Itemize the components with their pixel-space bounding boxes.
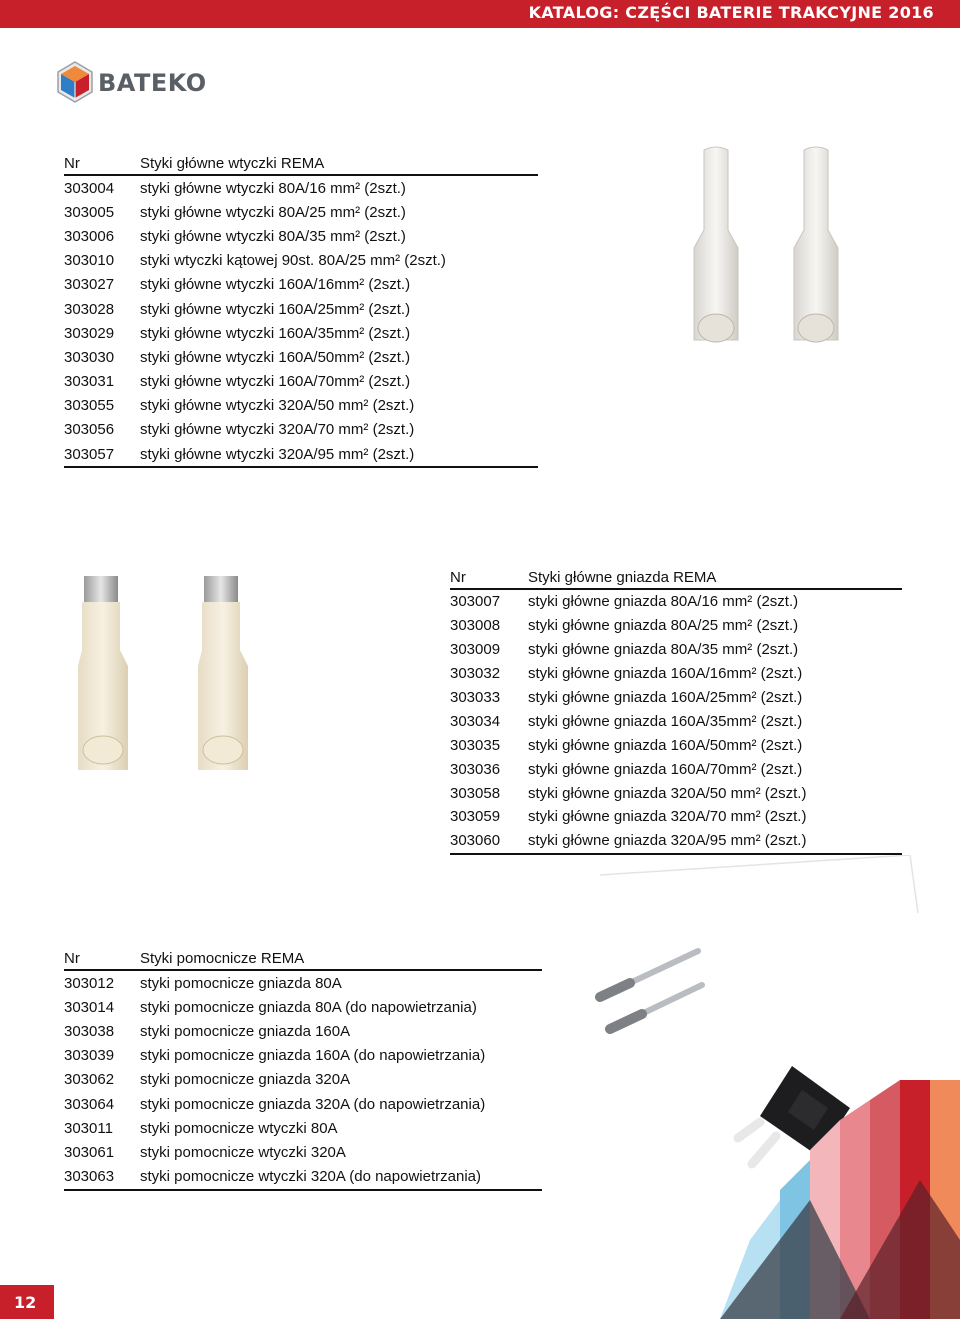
table-header-row	[64, 945, 542, 970]
table-row	[450, 709, 902, 733]
col-name-header: Styki pomocnicze REMA	[140, 945, 542, 970]
part-description: styki pomocnicze gniazda 80A (do napowietrzania)	[140, 998, 477, 1016]
part-description: styki pomocnicze gniazda 160A	[140, 1022, 351, 1040]
table-row	[450, 614, 902, 638]
part-number: 303058	[450, 784, 501, 802]
part-description: styki główne wtyczki 160A/50mm² (2szt.)	[140, 348, 411, 366]
col-name-header: Styki główne gniazda REMA	[528, 564, 902, 589]
part-number: 303010	[64, 252, 115, 270]
part-description: styki pomocnicze wtyczki 320A	[140, 1143, 346, 1161]
part-number: 303027	[64, 276, 115, 294]
main-socket-contacts-table	[450, 564, 902, 855]
part-description: styki wtyczki kątowej 90st. 80A/25 mm² (2szt.)	[140, 252, 446, 270]
table-row	[450, 662, 902, 686]
part-description: styki pomocnicze wtyczki 80A	[140, 1119, 338, 1137]
main-plug-contacts-image	[680, 140, 900, 360]
table-row	[64, 442, 538, 467]
part-number: 303033	[450, 689, 501, 706]
table-row	[64, 1140, 542, 1164]
part-number: 303032	[450, 665, 501, 683]
part-number: 303036	[450, 760, 501, 778]
part-description: styki pomocnicze gniazda 80A	[140, 974, 342, 992]
part-number: 303035	[450, 736, 501, 754]
part-description: styki główne gniazda 160A/35mm² (2szt.)	[528, 712, 803, 730]
table-row	[64, 995, 542, 1019]
table-row	[64, 345, 538, 369]
part-number: 303060	[450, 829, 528, 854]
part-description: styki pomocnicze gniazda 160A (do napowietrzania)	[140, 1047, 486, 1065]
part-description: styki główne gniazda 160A/25mm² (2szt.)	[528, 689, 803, 706]
part-number: 303012	[64, 974, 115, 992]
part-number: 303030	[64, 348, 115, 366]
page-number: 12	[14, 1293, 37, 1312]
part-description: styki główne gniazda 320A/70 mm² (2szt.)	[528, 808, 807, 826]
decorative-frame	[600, 855, 920, 915]
part-number: 303011	[64, 1119, 113, 1137]
decorative-stripes	[720, 1080, 960, 1319]
table-row	[64, 370, 538, 394]
part-number: 303028	[64, 300, 115, 318]
catalog-title: KATALOG: CZĘŚCI BATERIE TRAKCYJNE 2016	[528, 3, 934, 22]
part-number: 303029	[64, 324, 115, 342]
part-number: 303007	[450, 593, 501, 611]
part-description: styki główne wtyczki 80A/25 mm² (2szt.)	[140, 203, 406, 221]
part-description: styki główne wtyczki 80A/35 mm² (2szt.)	[140, 227, 406, 245]
col-nr-header: Nr	[64, 945, 140, 970]
table-row	[450, 757, 902, 781]
part-number: 303056	[64, 421, 115, 439]
part-description: styki główne wtyczki 160A/16mm² (2szt.)	[140, 276, 411, 294]
table-row	[450, 781, 902, 805]
part-description: styki główne wtyczki 320A/70 mm² (2szt.)	[140, 421, 415, 439]
part-number: 303055	[64, 397, 115, 415]
part-number: 303031	[64, 373, 115, 391]
part-description: styki główne wtyczki 160A/35mm² (2szt.)	[140, 324, 411, 342]
part-description: styki pomocnicze wtyczki 320A (do napowietrzania)	[140, 1165, 542, 1190]
part-description: styki pomocnicze gniazda 320A (do napowietrzania)	[140, 1095, 486, 1113]
main-plug-contacts-table	[64, 150, 538, 468]
table-row	[64, 1019, 542, 1043]
auxiliary-contacts-table	[64, 945, 542, 1191]
table-row	[64, 1116, 542, 1140]
table-row	[64, 249, 538, 273]
part-description: styki główne gniazda 80A/35 mm² (2szt.)	[528, 641, 799, 659]
table-row	[64, 224, 538, 248]
table-row	[64, 273, 538, 297]
part-description: styki główne gniazda 320A/95 mm² (2szt.)	[528, 829, 902, 854]
part-description: styki główne gniazda 80A/25 mm² (2szt.)	[528, 617, 799, 635]
part-number: 303006	[64, 227, 115, 245]
part-number: 303039	[64, 1047, 115, 1065]
table-row	[64, 1092, 542, 1116]
header-bar	[0, 0, 960, 28]
part-number: 303004	[64, 179, 115, 197]
part-description: styki główne gniazda 160A/50mm² (2szt.)	[528, 736, 803, 754]
part-number: 303062	[64, 1071, 115, 1089]
table-row	[450, 638, 902, 662]
auxiliary-pins-image	[590, 945, 710, 1035]
table-row	[450, 733, 902, 757]
part-description: styki główne wtyczki 80A/16 mm² (2szt.)	[140, 179, 406, 197]
part-description: styki główne gniazda 320A/50 mm² (2szt.)	[528, 784, 807, 802]
table-row	[450, 686, 902, 710]
logo-cube-icon	[56, 60, 94, 104]
part-description: styki główne gniazda 80A/16 mm² (2szt.)	[528, 593, 799, 611]
part-number: 303008	[450, 617, 501, 635]
part-description: styki pomocnicze gniazda 320A	[140, 1071, 351, 1089]
table-row	[64, 1044, 542, 1068]
table-header-row	[64, 150, 538, 175]
table-row	[64, 1165, 542, 1190]
part-number: 303014	[64, 998, 115, 1016]
page-number-badge	[0, 1285, 54, 1319]
table-row	[64, 970, 542, 995]
part-description: styki główne wtyczki 320A/95 mm² (2szt.)	[140, 442, 538, 467]
part-description: styki główne wtyczki 160A/25mm² (2szt.)	[140, 300, 411, 318]
table-row	[64, 394, 538, 418]
part-number: 303038	[64, 1022, 115, 1040]
part-number: 303059	[450, 808, 501, 826]
part-number: 303005	[64, 203, 115, 221]
main-socket-contacts-image	[76, 570, 276, 780]
part-number: 303064	[64, 1095, 115, 1113]
col-nr-header: Nr	[450, 564, 528, 589]
table-row	[64, 418, 538, 442]
part-number: 303034	[450, 712, 501, 730]
table-row	[64, 200, 538, 224]
part-number: 303061	[64, 1143, 115, 1161]
part-number: 303057	[64, 442, 140, 467]
table-row	[64, 175, 538, 200]
part-description: styki główne wtyczki 320A/50 mm² (2szt.)	[140, 397, 415, 415]
table-row	[450, 805, 902, 829]
table-row	[450, 829, 902, 854]
part-description: styki główne gniazda 160A/16mm² (2szt.)	[528, 665, 803, 683]
part-number: 303063	[64, 1165, 140, 1190]
part-number: 303009	[450, 641, 501, 659]
table-row	[64, 1068, 542, 1092]
table-row	[450, 589, 902, 614]
table-header-row	[450, 564, 902, 589]
col-nr-header: Nr	[64, 150, 140, 175]
part-description: styki główne gniazda 160A/70mm² (2szt.)	[528, 760, 803, 778]
brand-name: BATEKO	[98, 69, 207, 97]
col-name-header: Styki główne wtyczki REMA	[140, 150, 538, 175]
table-row	[64, 297, 538, 321]
part-description: styki główne wtyczki 160A/70mm² (2szt.)	[140, 373, 411, 391]
table-row	[64, 321, 538, 345]
